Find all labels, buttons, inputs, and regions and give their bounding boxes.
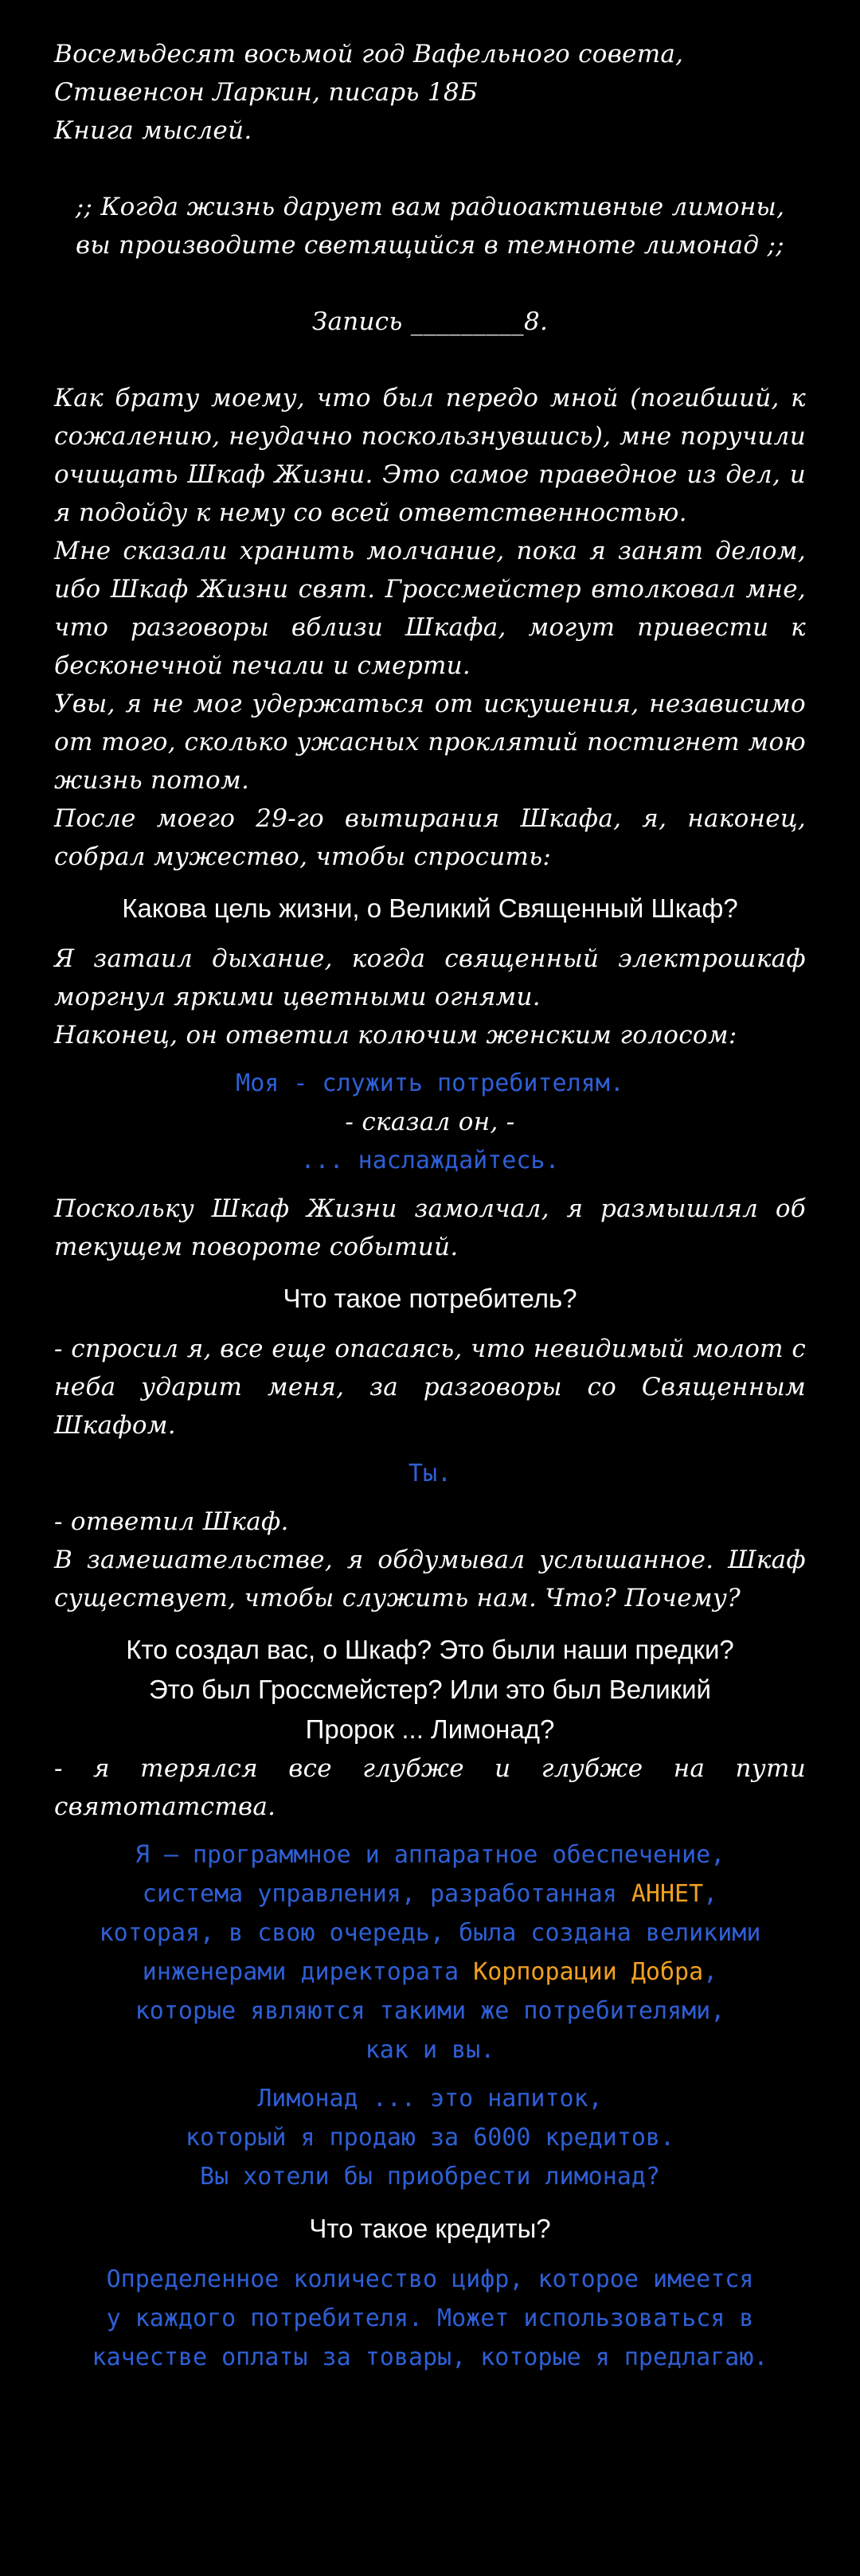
terminal-text: , xyxy=(703,1880,718,1908)
terminal-line: Я — программное и аппаратное обеспечение, xyxy=(135,1841,725,1869)
terminal-reply-5 xyxy=(54,2260,806,2377)
terminal-text: инженерами директората xyxy=(142,1958,474,1986)
terminal-line: как и вы. xyxy=(365,2036,495,2064)
narration-block-4 xyxy=(54,1330,806,1444)
question-line: Кто создал вас, о Шкаф? Это были наши предки? xyxy=(126,1635,734,1664)
annet-highlight: АННЕТ xyxy=(631,1880,704,1908)
corporation-highlight: Корпорации Добра xyxy=(473,1958,704,1986)
paragraph: Увы, я не мог удержаться от искушения, независимо от того, сколько ужасных проклятий постигнет мою жизнь потом. xyxy=(54,690,806,795)
question-who-created-you xyxy=(54,1630,806,1749)
terminal-line: Моя - служить потребителям. xyxy=(236,1069,624,1097)
question-what-are-credits: Что такое кредиты? xyxy=(309,2214,551,2243)
journal-header xyxy=(54,35,806,150)
paragraph: Как брату моему, что был передо мной (погибший, к сожалению, неудачно поскользнувшись), мне поручили очищать Шкаф Жизни. Это самое праведное из дел, и я подойду к нему со всей ответственностью. xyxy=(54,384,806,527)
terminal-line: Определенное количество цифр, которое имеется xyxy=(106,2265,754,2293)
epigraph: ;; Когда жизнь дарует вам радиоактивные лимоны, вы производите светящийся в темноте лимонад ;; xyxy=(75,193,785,260)
terminal-line: ... наслаждайтесь. xyxy=(300,1147,560,1175)
terminal-text: система управления, разработанная xyxy=(142,1880,631,1908)
paragraph: В замешательстве, я обдумывал услышанное. Шкаф существует, чтобы служить нам. Что? Почему? xyxy=(54,1546,806,1612)
terminal-line: которые являются такими же потребителями, xyxy=(135,1997,725,2025)
question-what-is-consumer: Что такое потребитель? xyxy=(283,1284,577,1313)
terminal-line: которая, в свою очередь, была создана великими xyxy=(99,1919,761,1947)
paragraph: Мне сказали хранить молчание, пока я занят делом, ибо Шкаф Жизни свят. Гроссмейстер втолковал мне, что разговоры вблизи Шкафа, могут привести к бесконечной печали и смерти. xyxy=(54,537,806,680)
terminal-reply-1-end xyxy=(54,1141,806,1180)
paragraph: Я затаил дыхание, когда священный электрошкаф моргнул яркими цветными огнями. xyxy=(54,944,806,1011)
paragraph: Поскольку Шкаф Жизни замолчал, я размышлял об текущем повороте событий. xyxy=(54,1194,806,1261)
terminal-line xyxy=(54,1953,806,1992)
narration-block-5 xyxy=(54,1503,806,1617)
question-purpose-of-life: Какова цель жизни, о Великий Священный Шкаф? xyxy=(122,893,738,923)
terminal-line xyxy=(54,1874,806,1913)
narration-said-he: - сказал он, - xyxy=(345,1108,515,1136)
terminal-line: качестве оплаты за товары, которые я предлагаю. xyxy=(92,2343,768,2371)
narration-block-3 xyxy=(54,1190,806,1266)
question-line: Это был Гроссмейстер? Или это был Великий xyxy=(149,1675,711,1704)
terminal-line: Лимонад ... это напиток, xyxy=(257,2085,603,2113)
terminal-line: Ты. xyxy=(408,1460,452,1487)
journal-page xyxy=(54,35,806,2386)
paragraph: Наконец, он ответил колючим женским голосом: xyxy=(54,1021,737,1050)
narration-block-1 xyxy=(54,379,806,876)
terminal-reply-4 xyxy=(54,2079,806,2196)
header-line-author: Стивенсон Ларкин, писарь 18Б xyxy=(54,78,478,107)
paragraph: - спросил я, все еще опасаясь, что невидимый молот с неба ударит меня, за разговоры со Священным Шкафом. xyxy=(54,1335,806,1440)
terminal-line: Вы хотели бы приобрести лимонад? xyxy=(200,2163,660,2191)
paragraph: После моего 29-го вытирания Шкафа, я, наконец, собрал мужество, чтобы спросить: xyxy=(54,804,806,871)
paragraph: - ответил Шкаф. xyxy=(54,1507,289,1536)
narration-block-2 xyxy=(54,940,806,1054)
terminal-line: у каждого потребителя. Может использоваться в xyxy=(106,2304,754,2332)
paragraph: - я терялся все глубже и глубже на пути святотатства. xyxy=(54,1754,806,1821)
header-line-book: Книга мыслей. xyxy=(54,116,252,145)
terminal-reply-3 xyxy=(54,1835,806,2070)
terminal-text: , xyxy=(703,1958,718,1986)
terminal-line: который я продаю за 6000 кредитов. xyxy=(185,2124,675,2152)
entry-title: Запись _________8. xyxy=(311,307,549,336)
terminal-reply-1 xyxy=(54,1064,806,1103)
question-line: Пророк ... Лимонад? xyxy=(305,1714,555,1744)
narration-block-6 xyxy=(54,1749,806,1826)
header-line-year: Восемьдесят восьмой год Вафельного совета, xyxy=(54,40,684,68)
terminal-reply-2 xyxy=(54,1454,806,1493)
